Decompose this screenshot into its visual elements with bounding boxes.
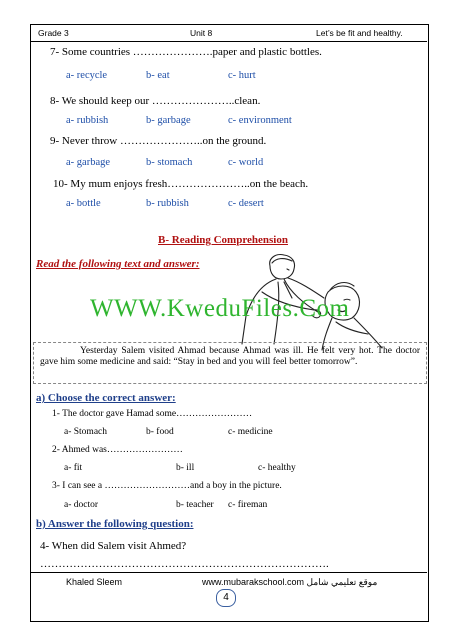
option-7b: b- eat bbox=[146, 70, 170, 81]
page-footer bbox=[30, 572, 427, 590]
option-10a: a- bottle bbox=[66, 198, 101, 209]
option-8c: c- environment bbox=[228, 115, 292, 126]
option-9b: b- stomach bbox=[146, 157, 193, 168]
header-grade: Grade 3 bbox=[38, 28, 69, 38]
reading-passage: Yesterday Salem visited Ahmad because Ahmad was ill. He felt very hot. The doctor gave him some medicine and said: “Stay in bed and you will feel better tomorrow”. bbox=[40, 346, 420, 367]
part-a-option-2c: c- healthy bbox=[258, 463, 296, 473]
option-8b: b- garbage bbox=[146, 115, 191, 126]
answer-line: ……………………………………………………………………. bbox=[40, 558, 329, 570]
question-10: 10- My mum enjoys fresh…………………..on the beach. bbox=[53, 178, 309, 190]
reading-instruction: Read the following text and answer: bbox=[36, 258, 200, 270]
watermark-text: WWW.KweduFiles.Com bbox=[90, 295, 350, 322]
part-a-option-1a: a- Stomach bbox=[64, 427, 108, 437]
question-8: 8- We should keep our …………………..clean. bbox=[50, 95, 261, 107]
option-7c: c- hurt bbox=[228, 70, 256, 81]
part-a-question-1: 1- The doctor gave Hamad some…………………… bbox=[52, 409, 253, 419]
option-8a: a- rubbish bbox=[66, 115, 109, 126]
part-b-question-4: 4- When did Salem visit Ahmed? bbox=[40, 540, 187, 552]
option-9c: c- world bbox=[228, 157, 264, 168]
part-b-title: b) Answer the following question: bbox=[36, 518, 194, 530]
footer-site: www.mubarakschool.com موقع تعليمي شامل bbox=[202, 577, 378, 587]
part-a-option-3a: a- doctor bbox=[64, 500, 99, 510]
header-unit: Unit 8 bbox=[190, 28, 213, 38]
part-a-option-2b: b- ill bbox=[176, 463, 195, 473]
part-a-option-2a: a- fit bbox=[64, 463, 83, 473]
option-7a: a- recycle bbox=[66, 70, 108, 81]
part-a-option-3c: c- fireman bbox=[228, 500, 268, 510]
part-a-option-1b: b- food bbox=[146, 427, 174, 437]
part-a-option-3b: b- teacher bbox=[176, 500, 214, 510]
footer-author: Khaled Sleem bbox=[66, 577, 123, 587]
header-title: Let’s be fit and healthy. bbox=[316, 28, 403, 38]
page-number: 4 bbox=[216, 589, 236, 607]
part-a-question-2: 2- Ahmed was…………………… bbox=[52, 445, 183, 455]
page-header bbox=[30, 24, 427, 42]
question-7: 7- Some countries ………………….paper and plastic bottles. bbox=[50, 46, 322, 58]
question-9: 9- Never throw …………………..on the ground. bbox=[50, 135, 267, 147]
section-b-title: B- Reading Comprehension bbox=[158, 234, 288, 246]
option-10c: c- desert bbox=[228, 198, 264, 209]
reading-passage-box bbox=[33, 342, 427, 384]
part-a-question-3: 3- I can see a ………………………and a boy in the picture. bbox=[52, 481, 282, 491]
option-10b: b- rubbish bbox=[146, 198, 189, 209]
part-a-title: a) Choose the correct answer: bbox=[36, 392, 176, 404]
part-a-option-1c: c- medicine bbox=[228, 427, 273, 437]
option-9a: a- garbage bbox=[66, 157, 111, 168]
